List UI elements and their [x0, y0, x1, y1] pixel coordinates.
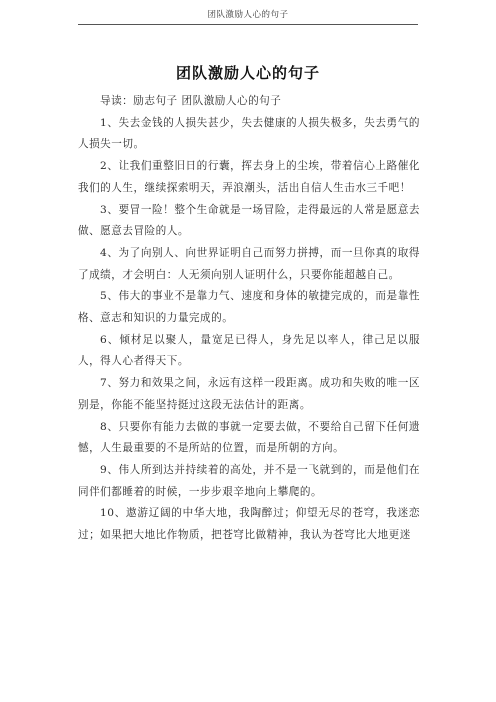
- paragraph-1: 1、失去金钱的人损失甚少，失去健康的人损失极多，失去勇气的人损失一切。: [78, 116, 420, 151]
- paragraph-2: 2、让我们重整旧日的行囊，挥去身上的尘埃，带着信心上路催化我们的人生，继续探索明天，弄浪潮头，活出自信人生击水三千吧！: [78, 160, 420, 194]
- paragraph-10: 10、遨游辽阔的中华大地，我陶醉过；仰望无尽的苍穹，我迷恋过；如果把大地比作物质，把苍穹比做精神，我认为苍穹比大地更迷: [78, 507, 420, 542]
- lead-paragraph: 导读：励志句子 团队激励人心的句子: [100, 95, 282, 107]
- document-body: [78, 91, 420, 547]
- document-title: 团队激励人心的句子: [175, 64, 320, 82]
- paragraph-7: 7、努力和效果之间，永远有这样一段距离。成功和失败的唯一区别是，你能不能坚持挺过这段无法估计的距离。: [78, 377, 420, 411]
- paragraph-8: 8、只要你有能力去做的事就一定要去做，不要给自己留下任何遗憾，人生最重要的不是所站的位置，而是所朝的方向。: [78, 420, 420, 455]
- paragraph-9: 9、伟人所到达并持续着的高处，并不是一飞就到的，而是他们在同伴们都睡着的时候，一步步艰辛地向上攀爬的。: [78, 463, 420, 498]
- paragraph-5: 5、伟大的事业不是靠力气、速度和身体的敏捷完成的，而是靠性格、意志和知识的力量完成的。: [78, 290, 420, 325]
- header-divider: [78, 24, 418, 25]
- paragraph-3: 3、要冒一险！整个生命就是一场冒险，走得最远的人常是愿意去做、愿意去冒险的人。: [78, 203, 420, 238]
- running-header: 团队激励人心的句子: [207, 10, 289, 20]
- paragraph-4: 4、为了向别人、向世界证明自己而努力拼搏，而一旦你真的取得了成绩，才会明白：人无须向别人证明什么，只要你能超越自己。: [78, 246, 420, 281]
- paragraph-6: 6、倾材足以聚人，量宽足已得人，身先足以率人，律己足以服人，得人心者得天下。: [78, 333, 420, 368]
